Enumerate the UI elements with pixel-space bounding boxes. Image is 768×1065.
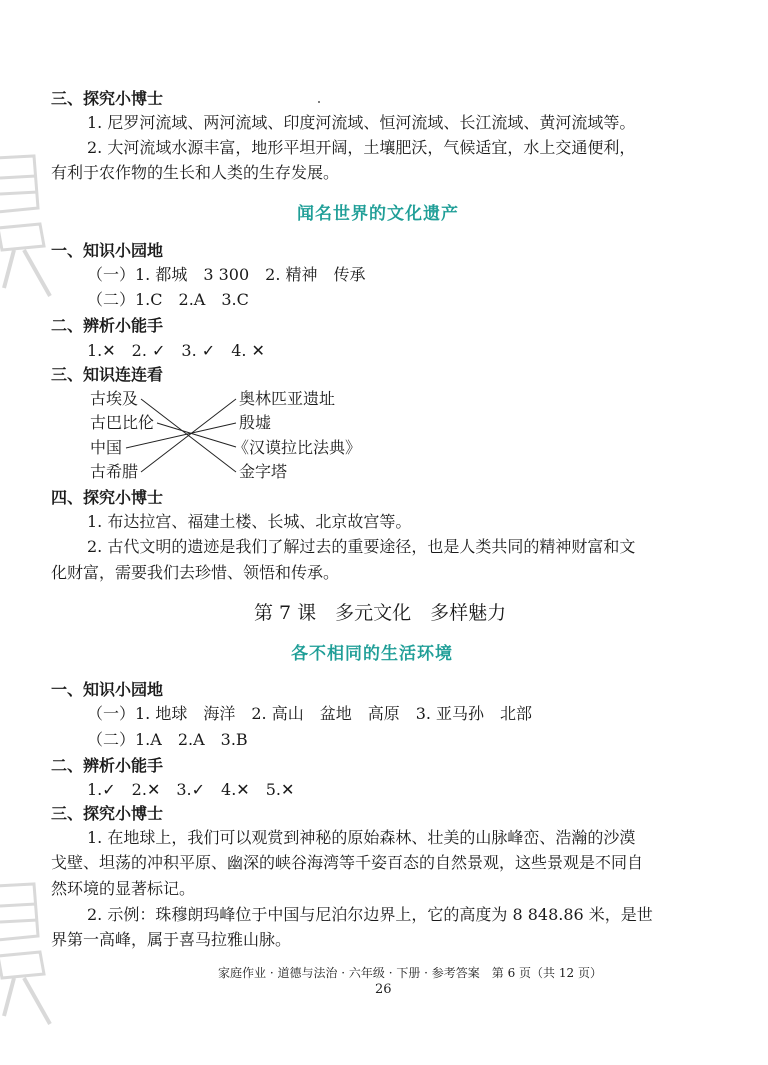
match-right-item: 殷墟 [239,413,272,432]
answer-line: 1.✓ 2.✕ 3.✓ 4.✕ 5.✕ [87,780,295,799]
answer-line: （二）1.C 2.A 3.C [87,290,249,309]
answer-line: 2. 大河流域水源丰富，地形平坦开阔，土壤肥沃，气候适宜，水上交通便利， [87,138,636,157]
match-left-item: 中国 [90,438,123,457]
section-heading: 四、探究小博士 [51,488,164,507]
match-right-item: 《汉谟拉比法典》 [233,438,362,457]
section-heading-explore: 三、探究小博士 [51,89,164,108]
section-heading: 二、辨析小能手 [51,316,164,335]
answer-line: （一）1. 地球 海洋 2. 高山 盆地 高原 3. 亚马孙 北部 [87,704,533,723]
section-heading: 三、探究小博士 [51,804,164,823]
unit-title: 各不相同的生活环境 [291,644,453,664]
match-line [126,423,236,448]
answer-line: （二）1.A 2.A 3.B [87,730,248,749]
answer-line: 界第一高峰，属于喜马拉雅山脉。 [51,930,292,949]
match-left-item: 古埃及 [90,389,139,408]
answer-line: 1.✕ 2. ✓ 3. ✓ 4. ✕ [87,341,265,360]
answer-line: 化财富，需要我们去珍惜、领悟和传承。 [51,563,340,582]
page-number: 26 [375,982,392,997]
match-left-item: 古巴比伦 [90,413,155,432]
answer-line: 戈壁、坦荡的冲积平原、幽深的峡谷海湾等千姿百态的自然景观，这些景观是不同自 [51,853,644,872]
match-right-item: 金字塔 [239,462,288,481]
answer-line: 1. 尼罗河流域、两河流域、印度河流域、恒河流域、长江流域、黄河流域等。 [87,113,636,132]
answer-line: 2. 示例：珠穆朗玛峰位于中国与尼泊尔边界上，它的高度为 8 848.86 米，是世 [87,905,653,924]
section-heading: 三、知识连连看 [51,365,164,384]
answer-line: 有利于农作物的生长和人类的生存发展。 [51,163,340,182]
match-line [157,423,236,447]
answer-line: 1. 布达拉宫、福建土楼、长城、北京故宫等。 [87,512,412,531]
lesson-title: 第 7 课 多元文化 多样魅力 [254,602,507,624]
match-left-item: 古希腊 [90,462,139,481]
answer-line: （一）1. 都城 3 300 2. 精神 传承 [87,265,366,284]
section-heading: 二、辨析小能手 [51,756,164,775]
answer-line: 1. 在地球上，我们可以观赏到神秘的原始森林、壮美的山脉峰峦、浩瀚的沙漠 [87,828,636,847]
answer-line: 然环境的显著标记。 [51,879,196,898]
match-right-item: 奥林匹亚遗址 [239,389,336,408]
footer-text: 家庭作业 · 道德与法治 · 六年级 · 下册 · 参考答案 第 6 页（共 12 页） [218,966,602,980]
section-heading: 一、知识小园地 [51,241,164,260]
section-heading: 一、知识小园地 [51,680,164,699]
unit-title: 闻名世界的文化遗产 [297,204,459,224]
answer-line: 2. 古代文明的遗迹是我们了解过去的重要途径，也是人类共同的精神财富和文 [87,537,636,556]
